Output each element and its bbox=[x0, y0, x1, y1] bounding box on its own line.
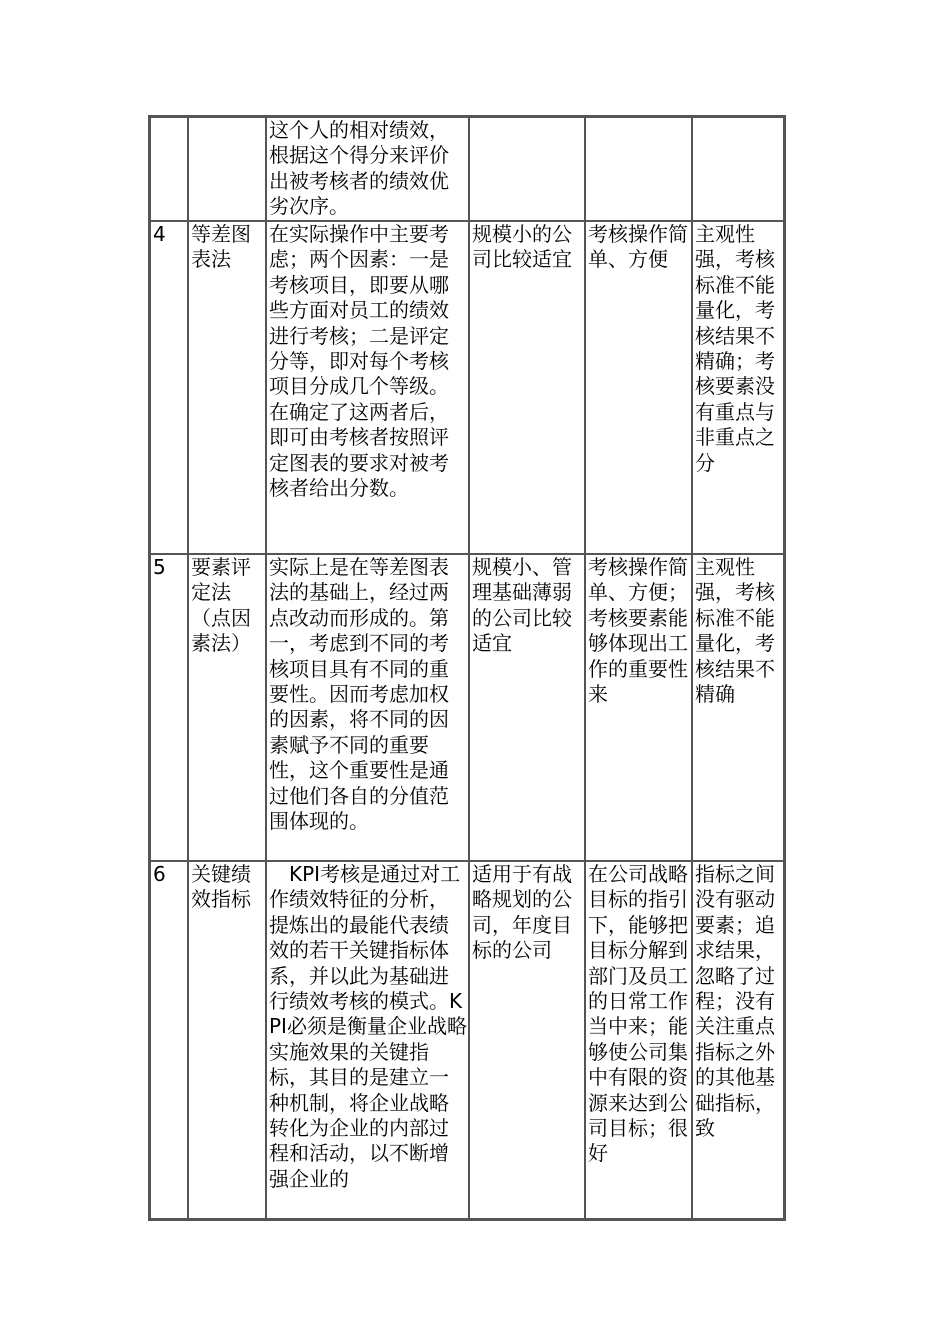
method-description: 在实际操作中主要考虑；两个因素：一是考核项目，即要从哪些方面对员工的绩效进行考核；二是评定分等，即对每个考核项目分成几个等级。在确定了这两者后，即可由考核者按照评定图表的要求对被考核者给出分数。 bbox=[266, 221, 469, 554]
method-advantages: 考核操作简单、方便 bbox=[585, 221, 692, 554]
applicable-scope: 适用于有战略规划的公司，年度目标的公司 bbox=[469, 861, 585, 1219]
row-number: 5 bbox=[150, 554, 188, 861]
applicable-scope: 规模小的公司比较适宜 bbox=[469, 221, 585, 554]
table-row bbox=[150, 117, 784, 221]
method-name: 等差图表法 bbox=[188, 221, 266, 554]
row-number: 6 bbox=[150, 861, 188, 1219]
method-disadvantages bbox=[692, 117, 784, 221]
method-disadvantages: 主观性强，考核标准不能量化，考核结果不精确 bbox=[692, 554, 784, 861]
method-description: 实际上是在等差图表法的基础上，经过两点改动而形成的。第一，考虑到不同的考核项目具有不同的重要性。因而考虑加权的因素，将不同的因素赋予不同的重要性，这个重要性是通过他们各自的分值范围体现的。 bbox=[266, 554, 469, 861]
applicable-scope bbox=[469, 117, 585, 221]
method-advantages bbox=[585, 117, 692, 221]
row-number bbox=[150, 117, 188, 221]
method-name: 关键绩效指标 bbox=[188, 861, 266, 1219]
method-description: KPI考核是通过对工作绩效特征的分析，提炼出的最能代表绩效的若干关键指标体系，并以此为基础进行绩效考核的模式。KPI必须是衡量企业战略实施效果的关键指标，其目的是建立一种机制，将企业战略转化为企业的内部过程和活动，以不断增强企业的 bbox=[266, 861, 469, 1219]
table-row bbox=[150, 554, 784, 861]
table-row bbox=[150, 861, 784, 1219]
table-row bbox=[150, 221, 784, 554]
method-name: 要素评定法（点因素法） bbox=[188, 554, 266, 861]
method-name bbox=[188, 117, 266, 221]
applicable-scope: 规模小、管理基础薄弱的公司比较适宜 bbox=[469, 554, 585, 861]
row-number: 4 bbox=[150, 221, 188, 554]
method-disadvantages: 指标之间没有驱动要素；追求结果，忽略了过程；没有关注重点指标之外的其他基础指标，致 bbox=[692, 861, 784, 1219]
method-advantages: 考核操作简单、方便；考核要素能够体现出工作的重要性来 bbox=[585, 554, 692, 861]
evaluation-methods-table bbox=[148, 115, 786, 1221]
method-disadvantages: 主观性强，考核标准不能量化，考核结果不精确；考核要素没有重点与非重点之分 bbox=[692, 221, 784, 554]
method-advantages: 在公司战略目标的指引下，能够把目标分解到部门及员工的日常工作当中来；能够使公司集中有限的资源来达到公司目标；很好 bbox=[585, 861, 692, 1219]
method-description: 这个人的相对绩效，根据这个得分来评价出被考核者的绩效优劣次序。 bbox=[266, 117, 469, 221]
